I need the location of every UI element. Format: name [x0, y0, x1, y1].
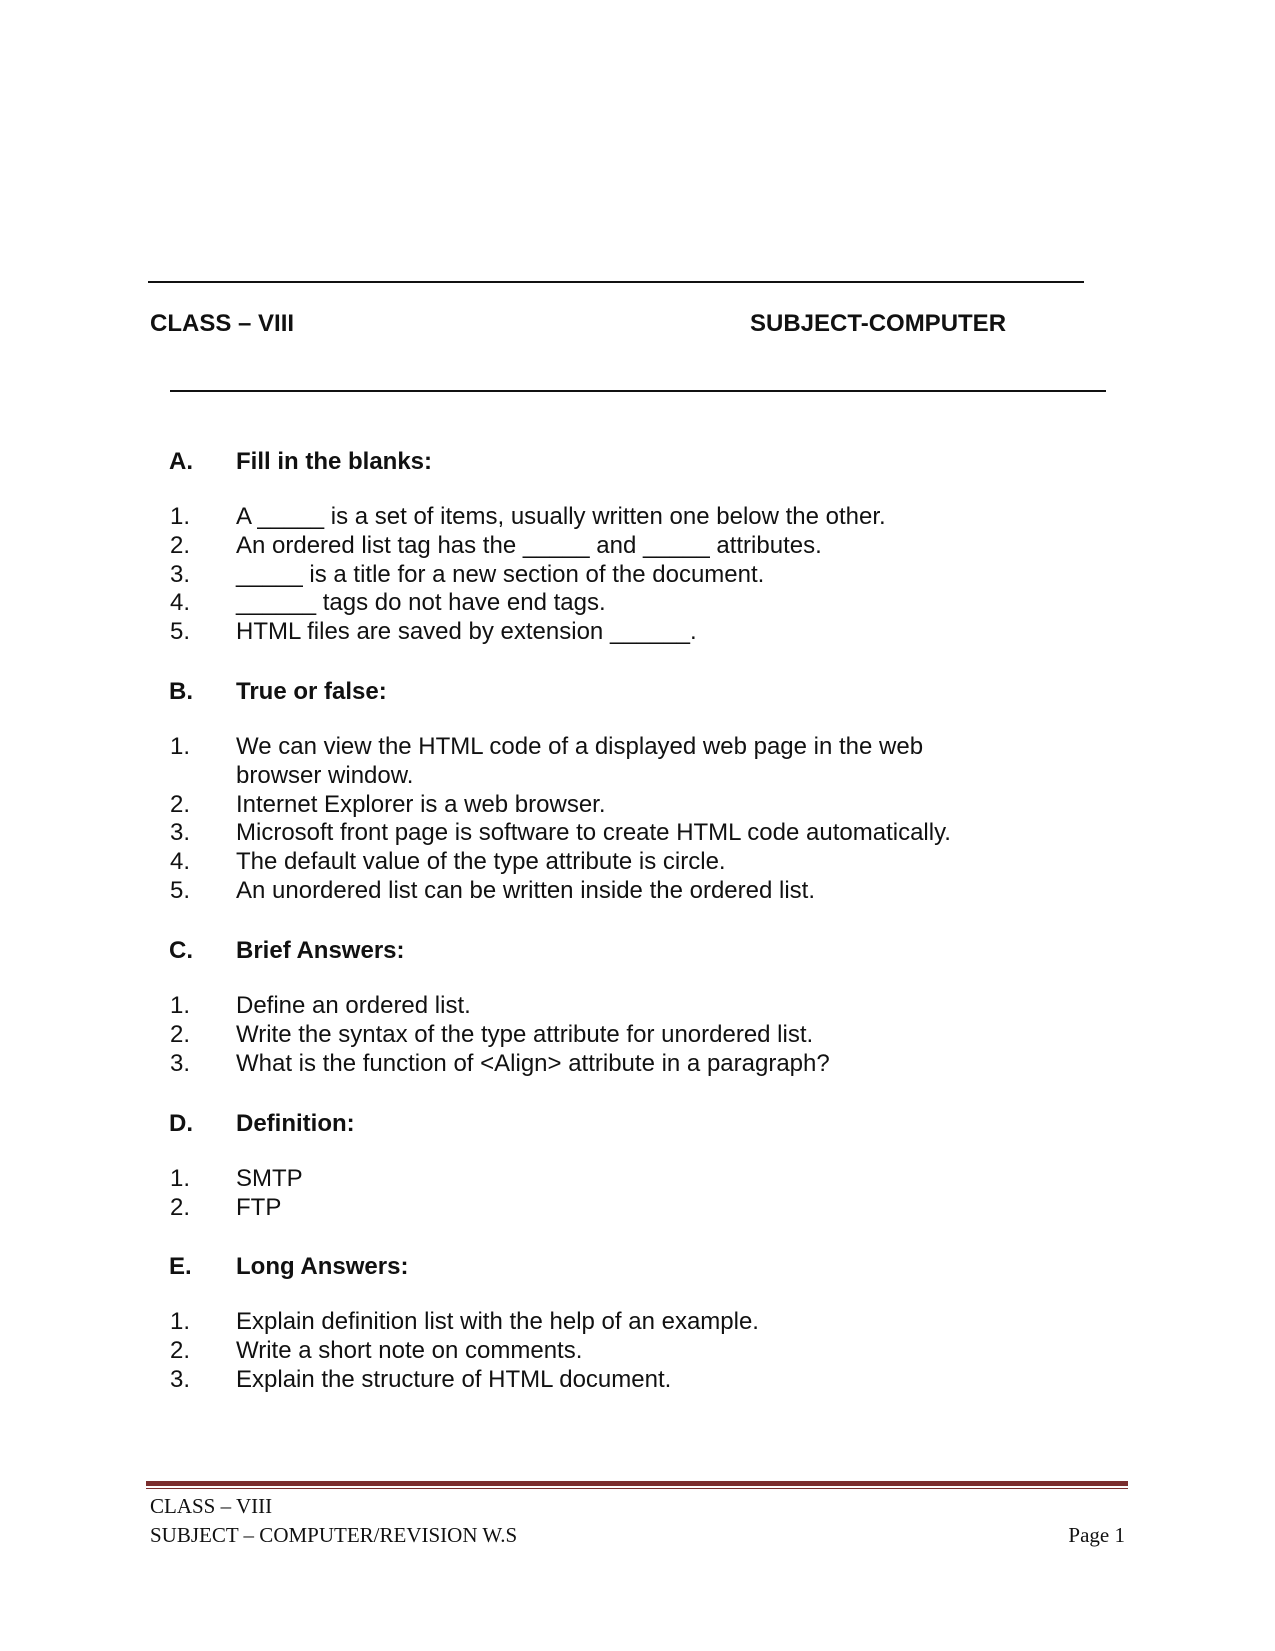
question-number: 2. — [170, 1193, 191, 1221]
question-number: 5. — [170, 876, 191, 904]
section-letter: B. — [169, 678, 193, 705]
question-number: 2. — [170, 790, 191, 818]
question-text: The default value of the type attribute is circle. — [236, 848, 726, 876]
question-number: 2. — [170, 1020, 191, 1048]
section-title: True or false: — [236, 678, 387, 705]
question-number: 2. — [170, 1336, 191, 1364]
question-number: 3. — [170, 1365, 191, 1393]
section-definition — [169, 1110, 1069, 1223]
footer-class: CLASS – VIII — [150, 1494, 273, 1518]
question-text: _____ is a title for a new section of the document. — [236, 560, 765, 588]
question-item — [169, 561, 1069, 590]
question-item — [169, 1337, 1069, 1366]
class-label: CLASS – VIII — [150, 310, 295, 337]
section-letter: C. — [169, 937, 193, 964]
question-number: 1. — [170, 733, 191, 760]
question-text: An ordered list tag has the _____ and _____ attributes. — [236, 531, 822, 559]
question-item — [169, 1050, 1069, 1079]
question-text: Explain the structure of HTML document. — [236, 1365, 672, 1393]
section-fill-in-blanks — [169, 448, 1069, 647]
section-title: Fill in the blanks: — [236, 448, 433, 475]
section-heading — [169, 448, 1069, 477]
question-item — [169, 1366, 1069, 1395]
question-text: FTP — [236, 1193, 282, 1221]
section-letter: A. — [169, 448, 193, 475]
top-divider — [148, 281, 1084, 283]
section-heading — [169, 678, 1069, 707]
question-item — [169, 1165, 1069, 1194]
question-item — [169, 589, 1069, 618]
footer-divider — [146, 1481, 1128, 1486]
question-number: 4. — [170, 848, 191, 876]
question-item — [169, 1308, 1069, 1337]
footer-subject: SUBJECT – COMPUTER/REVISION W.S — [150, 1523, 518, 1547]
section-letter: D. — [169, 1110, 193, 1137]
question-text: Define an ordered list. — [236, 992, 471, 1019]
section-title: Long Answers: — [236, 1253, 409, 1280]
question-text: A _____ is a set of items, usually written one below the other. — [236, 503, 886, 530]
section-brief-answers — [169, 937, 1069, 1078]
question-number: 1. — [170, 1308, 191, 1335]
footer-divider-thin — [146, 1488, 1128, 1489]
question-number: 3. — [170, 1049, 191, 1077]
question-number: 3. — [170, 819, 191, 847]
question-text: HTML files are saved by extension ______. — [236, 618, 697, 646]
question-text: ______ tags do not have end tags. — [236, 589, 606, 617]
question-item — [169, 819, 1069, 848]
question-number: 3. — [170, 560, 191, 588]
question-number: 1. — [170, 503, 191, 530]
section-heading — [169, 1253, 1069, 1282]
page-number: Page 1 — [1068, 1523, 1125, 1547]
question-item — [169, 532, 1069, 561]
question-text: Internet Explorer is a web browser. — [236, 790, 606, 818]
question-text: An unordered list can be written inside the ordered list. — [236, 876, 815, 904]
question-item — [169, 618, 1069, 647]
question-text: Explain definition list with the help of an example. — [236, 1308, 759, 1335]
subject-label: SUBJECT-COMPUTER — [750, 310, 1007, 337]
question-number: 1. — [170, 1165, 191, 1192]
question-item — [169, 877, 1069, 906]
question-item — [169, 848, 1069, 877]
question-item — [169, 1021, 1069, 1050]
question-item — [169, 733, 976, 791]
header-divider — [170, 390, 1106, 392]
section-true-or-false — [169, 678, 1069, 906]
question-item — [169, 791, 1069, 820]
section-heading — [169, 1110, 1069, 1139]
section-letter: E. — [169, 1253, 192, 1280]
question-number: 4. — [170, 589, 191, 617]
question-text: Write the syntax of the type attribute for unordered list. — [236, 1020, 814, 1048]
question-item — [169, 1194, 1069, 1223]
question-text: Write a short note on comments. — [236, 1336, 583, 1364]
question-item — [169, 503, 1069, 532]
section-heading — [169, 937, 1069, 966]
question-number: 2. — [170, 531, 191, 559]
question-text: Microsoft front page is software to create HTML code automatically. — [236, 819, 951, 847]
section-long-answers — [169, 1253, 1069, 1394]
question-number: 1. — [170, 992, 191, 1019]
question-item — [169, 992, 1069, 1021]
question-text: What is the function of <Align> attribute in a paragraph? — [236, 1049, 830, 1077]
question-text: SMTP — [236, 1165, 303, 1192]
question-text: We can view the HTML code of a displayed web page in the web browser window. — [236, 733, 924, 789]
question-number: 5. — [170, 618, 191, 646]
section-title: Definition: — [236, 1110, 355, 1137]
section-title: Brief Answers: — [236, 937, 405, 964]
